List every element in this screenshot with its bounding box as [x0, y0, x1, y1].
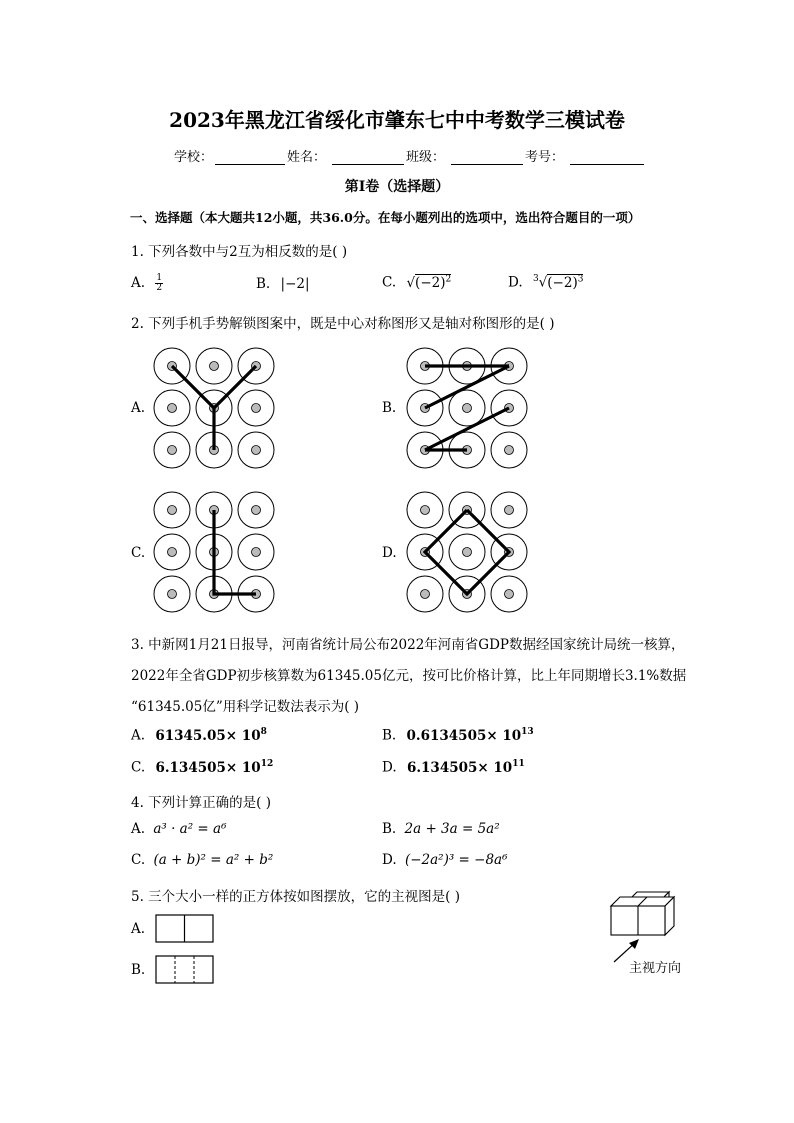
q4-a-label: A.	[131, 821, 146, 837]
unlock-dot	[421, 590, 430, 599]
unlock-dot	[505, 446, 514, 455]
q3-d-text: 6.134505× 10	[406, 759, 513, 776]
q5-b-outline	[156, 956, 213, 983]
unlock-dot	[505, 506, 514, 515]
q4-d-label: D.	[382, 852, 397, 868]
q5-a-label: A.	[131, 921, 146, 937]
q3-option-a	[131, 727, 267, 744]
unlock-dot	[168, 506, 177, 515]
q3-line3: “61345.05亿”用科学记数法表示为( )	[131, 699, 360, 715]
q4-c-text: (a + b)² = a² + b²	[153, 852, 274, 868]
q5-stem: 5. 三个大小一样的正方体按如图摆放，它的主视图是( )	[131, 889, 460, 905]
q3-c-text: 6.134505× 10	[155, 759, 261, 776]
q1-b-label: B.	[256, 276, 271, 292]
q4-b-text: 2a + 3a = 5a²	[404, 821, 500, 837]
q1-c-text: (−2)	[415, 274, 446, 291]
q3-c-label: C.	[131, 759, 146, 776]
q1-option-d	[508, 274, 583, 291]
q1-a-numerator: 1	[156, 273, 163, 283]
q3-option-d	[382, 759, 525, 776]
q4-option-a	[131, 821, 227, 837]
student-info-line	[174, 146, 646, 165]
q3-option-b	[382, 727, 534, 744]
q4-stem: 4. 下列计算正确的是( )	[131, 795, 271, 811]
volume-heading: 第Ⅰ卷（选择题）	[344, 179, 450, 195]
sqrt-icon: √	[406, 274, 416, 291]
cubes-3d-figure	[606, 884, 686, 964]
name-blank	[332, 152, 404, 165]
q1-d-radicand	[547, 274, 583, 291]
q1-d-root-index: 3	[532, 274, 539, 284]
name-label: 姓名：	[287, 150, 327, 165]
unlock-dot	[168, 548, 177, 557]
q4-b-label: B.	[382, 821, 397, 837]
unlock-dot	[168, 590, 177, 599]
q2-a-label: A.	[131, 400, 146, 416]
q3-d-exp: 11	[512, 759, 525, 769]
unlock-dot	[463, 548, 472, 557]
class-blank	[451, 152, 523, 165]
q1-c-radicand	[415, 274, 451, 291]
q1-option-c	[382, 274, 451, 291]
unlock-pattern-d	[405, 490, 529, 614]
unlock-dot	[168, 446, 177, 455]
q3-b-label: B.	[382, 727, 397, 744]
q2-stem: 2. 下列手机手势解锁图案中，既是中心对称图形又是轴对称图形的是( )	[131, 316, 555, 332]
unlock-pattern-b	[405, 346, 529, 470]
q5-b-label: B.	[131, 962, 146, 978]
q1-a-label: A.	[131, 275, 146, 291]
q1-d-exp: 3	[577, 274, 584, 284]
unlock-dot	[252, 548, 261, 557]
q1-c-exp: 2	[445, 274, 452, 284]
unlock-dot	[168, 404, 177, 413]
q5-option-b-figure	[155, 955, 215, 985]
q1-option-b	[256, 276, 310, 292]
unlock-dot	[421, 506, 430, 515]
school-blank	[215, 152, 285, 165]
unlock-dot	[252, 506, 261, 515]
q4-option-b	[382, 821, 500, 837]
q3-c-exp: 12	[260, 759, 274, 769]
q3-option-c	[131, 759, 273, 776]
exam-title: 2023年黑龙江省绥化市肇东七中中考数学三模试卷	[169, 108, 625, 132]
unlock-dot	[463, 404, 472, 413]
school-label: 学校：	[174, 150, 214, 165]
q1-c-label: C.	[382, 274, 397, 291]
number-label: 考号：	[525, 150, 565, 165]
q3-a-exp: 8	[260, 727, 267, 737]
q4-c-label: C.	[131, 852, 146, 868]
q4-d-text: (−2a²)³ = −8a⁶	[404, 852, 508, 868]
section-heading: 一、选择题（本大题共12小题，共36.0分。在每小题列出的选项中，选出符合题目的一项）	[130, 210, 641, 225]
unlock-dot	[252, 446, 261, 455]
q3-line2: 2022年全省GDP初步核算数为61345.05亿元，按可比价格计算，比上年同期增长3.1%数据	[131, 668, 687, 684]
q2-d-label: D.	[382, 545, 397, 561]
q3-a-text: 61345.05× 10	[155, 727, 261, 744]
q3-line1: 3. 中新网1月21日报导，河南省统计局公布2022年河南省GDP数据经国家统计局统一核算，	[131, 637, 685, 653]
q3-b-exp: 13	[521, 727, 534, 737]
q4-option-c	[131, 852, 273, 868]
q1-a-denominator: 2	[156, 283, 163, 293]
q1-d-text: (−2)	[547, 274, 578, 291]
number-blank	[570, 152, 644, 165]
q1-stem: 1. 下列各数中与2互为相反数的是( )	[131, 244, 348, 260]
q3-d-label: D.	[382, 759, 397, 776]
unlock-pattern-a	[152, 346, 276, 470]
unlock-dot	[252, 404, 261, 413]
q1-a-fraction	[155, 274, 163, 293]
q4-option-d	[382, 852, 508, 868]
q4-a-text: a³ · a² = a⁶	[153, 821, 227, 837]
q3-a-label: A.	[131, 727, 146, 744]
q1-b-text: |−2|	[280, 276, 310, 292]
view-direction-label: 主视方向	[629, 961, 682, 976]
cube-root-icon: √	[538, 274, 548, 291]
unlock-dot	[505, 590, 514, 599]
unlock-dot	[210, 362, 219, 371]
q1-d-label: D.	[508, 274, 523, 291]
q5-option-a-figure	[155, 914, 215, 944]
q2-b-label: B.	[382, 400, 397, 416]
q1-option-a	[131, 274, 163, 293]
class-label: 班级：	[406, 150, 446, 165]
unlock-pattern-c	[152, 490, 276, 614]
q2-c-label: C.	[131, 545, 146, 561]
q3-b-text: 0.6134505× 10	[406, 727, 522, 744]
